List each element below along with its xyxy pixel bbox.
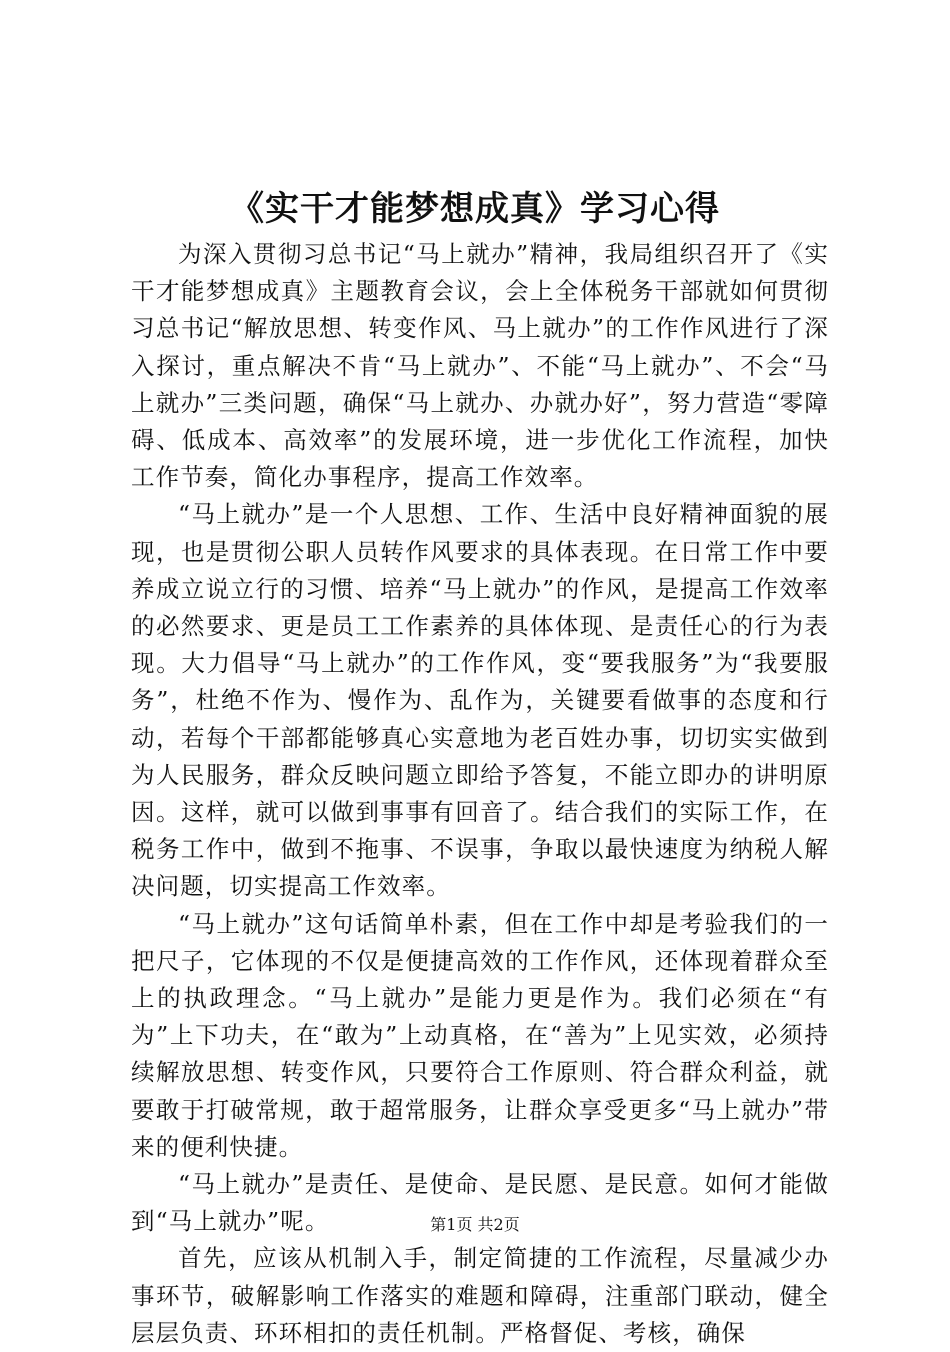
- paragraph-3: “马上就办”这句话简单朴素，但在工作中却是考验我们的一把尺子，它体现的不仅是便捷高效的工作作风，还体现着群众至上的执政理念。“马上就办”是能力更是作为。我们必须在“有为”上下功夫，在“敢为”上动真格，在“善为”上见实效，必须持续解放思想、转变作风，只要符合工作原则、符合群众利益，就要敢于打破常规，敢于超常服务，让群众享受更多“马上就办”带来的便利快捷。: [131, 909, 829, 1161]
- page-footer: [0, 1213, 950, 1237]
- document-body: [131, 236, 829, 1352]
- paragraph-5: 首先，应该从机制入手，制定简捷的工作流程，尽量减少办事环节，破解影响工作落实的难题和障碍，注重部门联动，健全层层负责、环环相扣的责任机制。严格督促、考核，确保: [131, 1244, 829, 1347]
- document-title: 《实干才能梦想成真》学习心得: [230, 189, 720, 229]
- paragraph-1: 为深入贯彻习总书记“马上就办”精神，我局组织召开了《实干才能梦想成真》主题教育会议，会上全体税务干部就如何贯彻习总书记“解放思想、转变作风、马上就办”的工作作风进行了深入探讨，重点解决不肯“马上就办”、不能“马上就办”、不会“马上就办”三类问题，确保“马上就办、办就办好”，努力营造“零障碍、低成本、高效率”的发展环境，进一步优化工作流程，加快工作节奏，简化办事程序，提高工作效率。: [131, 240, 829, 492]
- paragraph-2: “马上就办”是一个人思想、工作、生活中良好精神面貌的展现，也是贯彻公职人员转作风要求的具体表现。在日常工作中要养成立说立行的习惯、培养“马上就办”的作风，是提高工作效率的必然要求、更是员工工作素养的具体体现、是责任心的行为表现。大力倡导“马上就办”的工作作风，变“要我服务”为“我要服务”，杜绝不作为、慢作为、乱作为，关键要看做事的态度和行动，若每个干部都能够真心实意地为老百姓办事，切切实实做到为人民服务，群众反映问题立即给予答复，不能立即办的讲明原因。这样，就可以做到事事有回音了。结合我们的实际工作，在税务工作中，做到不拖事、不误事，争取以最快速度为纳税人解决问题，切实提高工作效率。: [131, 500, 829, 901]
- paragraph-4: “马上就办”是责任、是使命、是民愿、是民意。如何才能做到“马上就办”呢。: [131, 1170, 829, 1236]
- page-indicator: 第1页 共2页: [430, 1215, 520, 1234]
